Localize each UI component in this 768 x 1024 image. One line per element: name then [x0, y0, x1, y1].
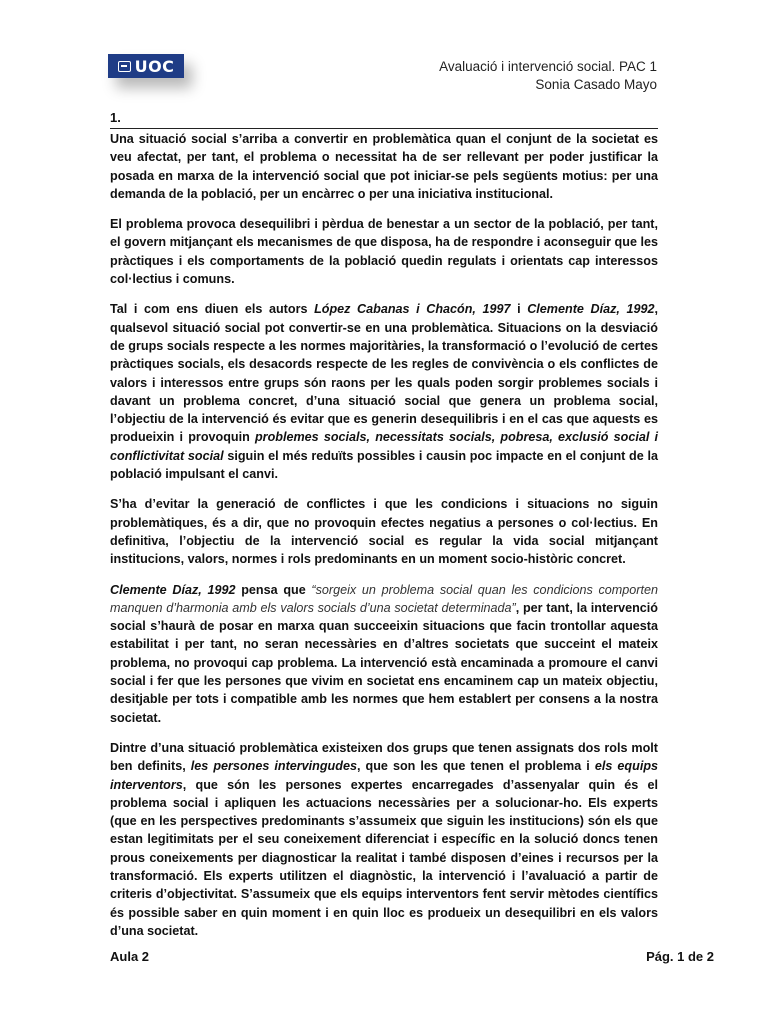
paragraph-1: Una situació social s’arriba a convertir en problemàtica quan el conjunt de la societat es veu afectat, per tant, el problema o necessitat ha de ser rellevant per poder justificar la posada en marxa de la intervenció social que pot iniciar-se pels següents motius: per una demanda de la població, per un encàrrec o per una iniciativa institucional.	[110, 132, 658, 201]
paragraph-3-text: Tal i com ens diuen els autors	[110, 302, 315, 317]
citation-lopez-cabanas: López Cabanas i Chacón, 1997	[314, 302, 511, 317]
paragraph-2: El problema provoca desequilibri i pèrdua de benestar a un sector de la població, per tant, el govern mitjançant els mecanismes de que disposa, ha de respondre i aconseguir que les pràctiques i els comportaments de la població quedin regulats i orientats cap interessos col·lectius i comuns.	[110, 217, 658, 287]
author-name: Sonia Casado Mayo	[535, 77, 657, 92]
emphasis-problemes-socials: problemes socials, necessitats socials, pobresa, exclusió social i conflictivitat social	[110, 430, 658, 463]
uoc-logo-icon	[118, 61, 131, 72]
document-body	[110, 110, 658, 952]
paragraph-5-text: pensa que	[235, 582, 312, 597]
section-divider	[110, 128, 658, 129]
quotation: “sorgeix un problema social quan les condicions comporten manquen d’harmonia amb els valors socials d’una societat determinada”	[110, 582, 658, 615]
uoc-logo	[108, 54, 184, 78]
emphasis-equips-interventors: els equips interventors	[110, 759, 659, 792]
paragraph-3-text: i	[510, 302, 528, 317]
paragraph-6-text: , que són les persones expertes encarregades d’assenyalar quin és el problema social i apliquen les actuacions necessàries per a solucionar-ho. Els experts (que en les perspectives predominants s’assumeix que siguin les institucions) són els que estan legitimitats per el seu coneixement diferenciat i específic en la solució doncs tenen prous coneixements per diagnosticar la realitat i també disposen d’eines i recursos per la transformació. Els experts utilitzen el diagnòstic, la intervenció i l’avaluació a partir de criteris d’objectivitat. S’assumeix que els equips interventors fent servir mètodes científics és possible saber en quin moment i en quin lloc es produeix un desequilibri en els valors d’una societat.	[110, 777, 658, 938]
paragraph-3	[110, 300, 658, 483]
citation-clemente-diaz: Clemente Díaz, 1992	[110, 582, 236, 597]
emphasis-persones-intervingudes: les persones intervingudes	[190, 759, 357, 774]
paragraph-5-text: , per tant, la intervenció social s’haurà de posar en marxa quan succeeixin situacions que facin trontollar aquesta estabilitat i per tant, no seran necessàries en d’altres societats que succeint el mateix problema, no provoqui cap problema. La intervenció està encaminada a promoure el canvi social i fer que les persones que vivim en societat ens encaminem cap un mateix objectiu, desitjable per tots i compatible amb les normes que hem establert per consens a la nostra societat.	[110, 600, 658, 725]
paragraph-3-text: siguin el més reduïts possibles i causin poc impacte en el conjunt de la població impulsant el canvi.	[110, 448, 658, 482]
page-number: Pág. 1 de 2	[646, 949, 714, 964]
paragraph-6-text: Dintre d’una situació problemàtica existeixen dos grups que tenen assignats dos rols molt ben definits,	[110, 740, 658, 774]
citation-clemente-diaz: Clemente Díaz, 1992	[527, 302, 655, 317]
paragraph-6-text: , que son les que tenen el problema i	[356, 759, 595, 774]
paragraph-3-text: , qualsevol situació social pot convertir-se en una problemàtica. Situacions on la desviació de grups socials respecte a les normes majoritàries, la transformació o l’evolució de certes pràctiques socials, els desacords respecte de les regles de convivència o els conflictes de valors i interessos entre grups són raons per les quals poden sorgir problemes socials i davant un problema concret, d’una situació social que genera un problema social, l’objectiu de la intervenció és evitar que es generin desequilibris i en el cas que aquests es produeixin i provoquin	[110, 302, 658, 445]
uoc-logo-text: UOC	[134, 56, 175, 76]
course-title: Avaluació i intervenció social. PAC 1	[439, 59, 657, 74]
paragraph-4: S’ha d’evitar la generació de conflictes i que les condicions i situacions no siguin problemàtiques, és a dir, que no provoquin efectes negatius a persones o col·lectius. En definitiva, l’objectiu de la intervenció social es regular la vida social mitjançant institucions, valors, normes i rols predominants en un moment socio-històric concret.	[110, 497, 658, 567]
footer-aula: Aula 2	[110, 949, 150, 964]
paragraph-6	[110, 739, 658, 940]
paragraph-5	[110, 581, 658, 727]
page-header	[439, 58, 657, 94]
section-number: 1.	[110, 110, 121, 125]
